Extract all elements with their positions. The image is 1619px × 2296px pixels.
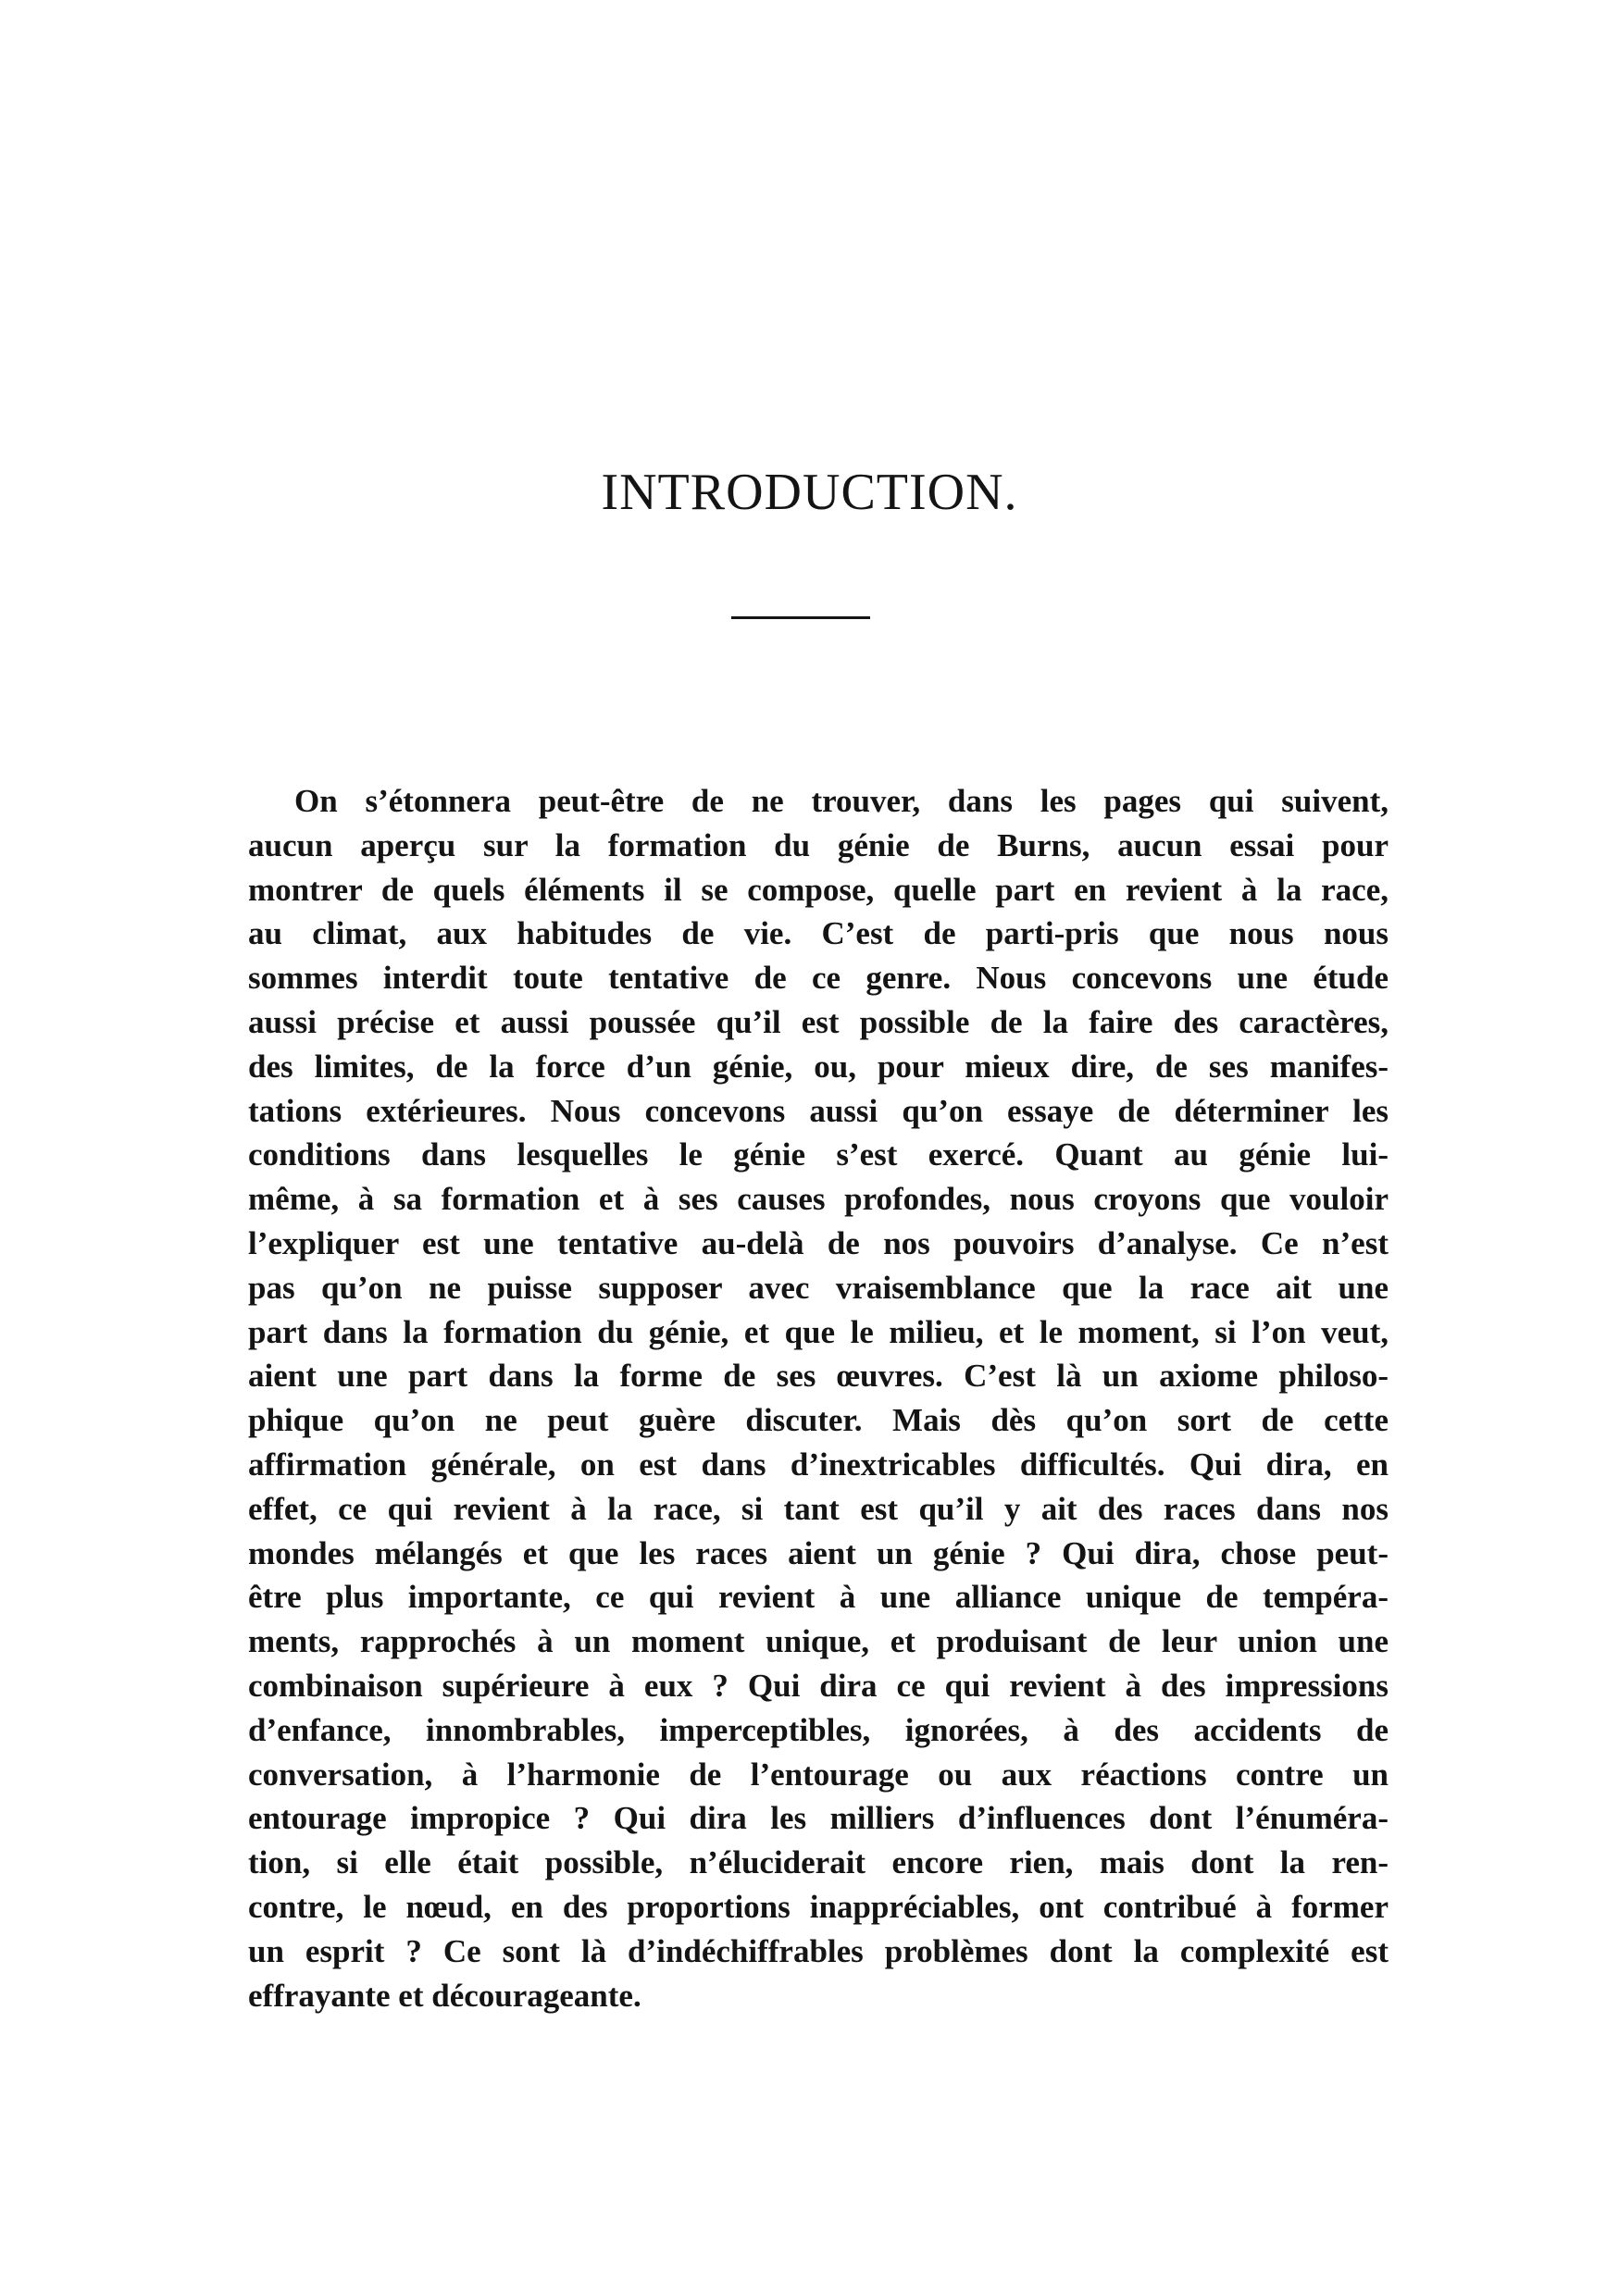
paragraph-line: effrayante et décourageante.: [248, 1977, 641, 2014]
paragraph-line: effet, ce qui revient à la race, si tant est qu’il y ait des races dans nos: [248, 1490, 1389, 1527]
paragraph-line: être plus importante, ce qui revient à une alliance unique de tempéra-: [248, 1579, 1389, 1616]
paragraph-line: affirmation générale, on est dans d’inextricables difficultés. Qui dira, en: [248, 1446, 1389, 1483]
paragraph-line: On s’étonnera peut-être de ne trouver, dans les pages qui suivent,: [294, 783, 1389, 819]
introduction-paragraph: [248, 779, 1389, 2017]
paragraph-line: un esprit ? Ce sont là d’indéchiffrables problèmes dont la complexité est: [248, 1932, 1389, 1969]
paragraph-line: l’expliquer est une tentative au-delà de nos pouvoirs d’analyse. Ce n’est: [248, 1224, 1389, 1261]
paragraph-line: pas qu’on ne puisse supposer avec vraisemblance que la race ait une: [248, 1269, 1389, 1306]
paragraph-line: mondes mélangés et que les races aient un génie ? Qui dira, chose peut-: [248, 1534, 1389, 1571]
paragraph-line: montrer de quels éléments il se compose, quelle part en revient à la race,: [248, 871, 1389, 908]
paragraph-line: des limites, de la force d’un génie, ou, pour mieux dire, de ses manifes-: [248, 1048, 1389, 1085]
paragraph-line: aussi précise et aussi poussée qu’il est possible de la faire des caractères,: [248, 1003, 1389, 1040]
paragraph-line: au climat, aux habitudes de vie. C’est de parti-pris que nous nous: [248, 915, 1389, 952]
paragraph-line: part dans la formation du génie, et que le milieu, et le moment, si l’on veut,: [248, 1313, 1389, 1350]
paragraph-line: même, à sa formation et à ses causes profondes, nous croyons que vouloir: [248, 1181, 1389, 1218]
paragraph-line: sommes interdit toute tentative de ce genre. Nous concevons une étude: [248, 960, 1389, 997]
chapter-title: INTRODUCTION.: [601, 464, 1018, 521]
paragraph-line: phique qu’on ne peut guère discuter. Mais dès qu’on sort de cette: [248, 1402, 1389, 1439]
paragraph-line: entourage impropice ? Qui dira les milliers d’influences dont l’énuméra-: [248, 1800, 1389, 1837]
paragraph-line: tion, si elle était possible, n’éluciderait encore rien, mais dont la ren-: [248, 1844, 1389, 1881]
paragraph-line: d’enfance, innombrables, imperceptibles, ignorées, à des accidents de: [248, 1711, 1389, 1748]
paragraph-line: tations extérieures. Nous concevons aussi qu’on essaye de déterminer les: [248, 1092, 1389, 1129]
paragraph-line: aucun aperçu sur la formation du génie de Burns, aucun essai pour: [248, 826, 1389, 863]
paragraph-line: aient une part dans la forme de ses œuvres. C’est là un axiome philoso-: [248, 1358, 1389, 1395]
paragraph-line: conversation, à l’harmonie de l’entourage ou aux réactions contre un: [248, 1756, 1389, 1793]
title-divider: [731, 616, 870, 619]
paragraph-line: conditions dans lesquelles le génie s’est exercé. Quant au génie lui-: [248, 1136, 1389, 1173]
paragraph-line: combinaison supérieure à eux ? Qui dira ce qui revient à des impressions: [248, 1667, 1389, 1704]
paragraph-line: ments, rapprochés à un moment unique, et produisant de leur union une: [248, 1623, 1389, 1660]
paragraph-line: contre, le nœud, en des proportions inappréciables, ont contribué à former: [248, 1888, 1389, 1925]
